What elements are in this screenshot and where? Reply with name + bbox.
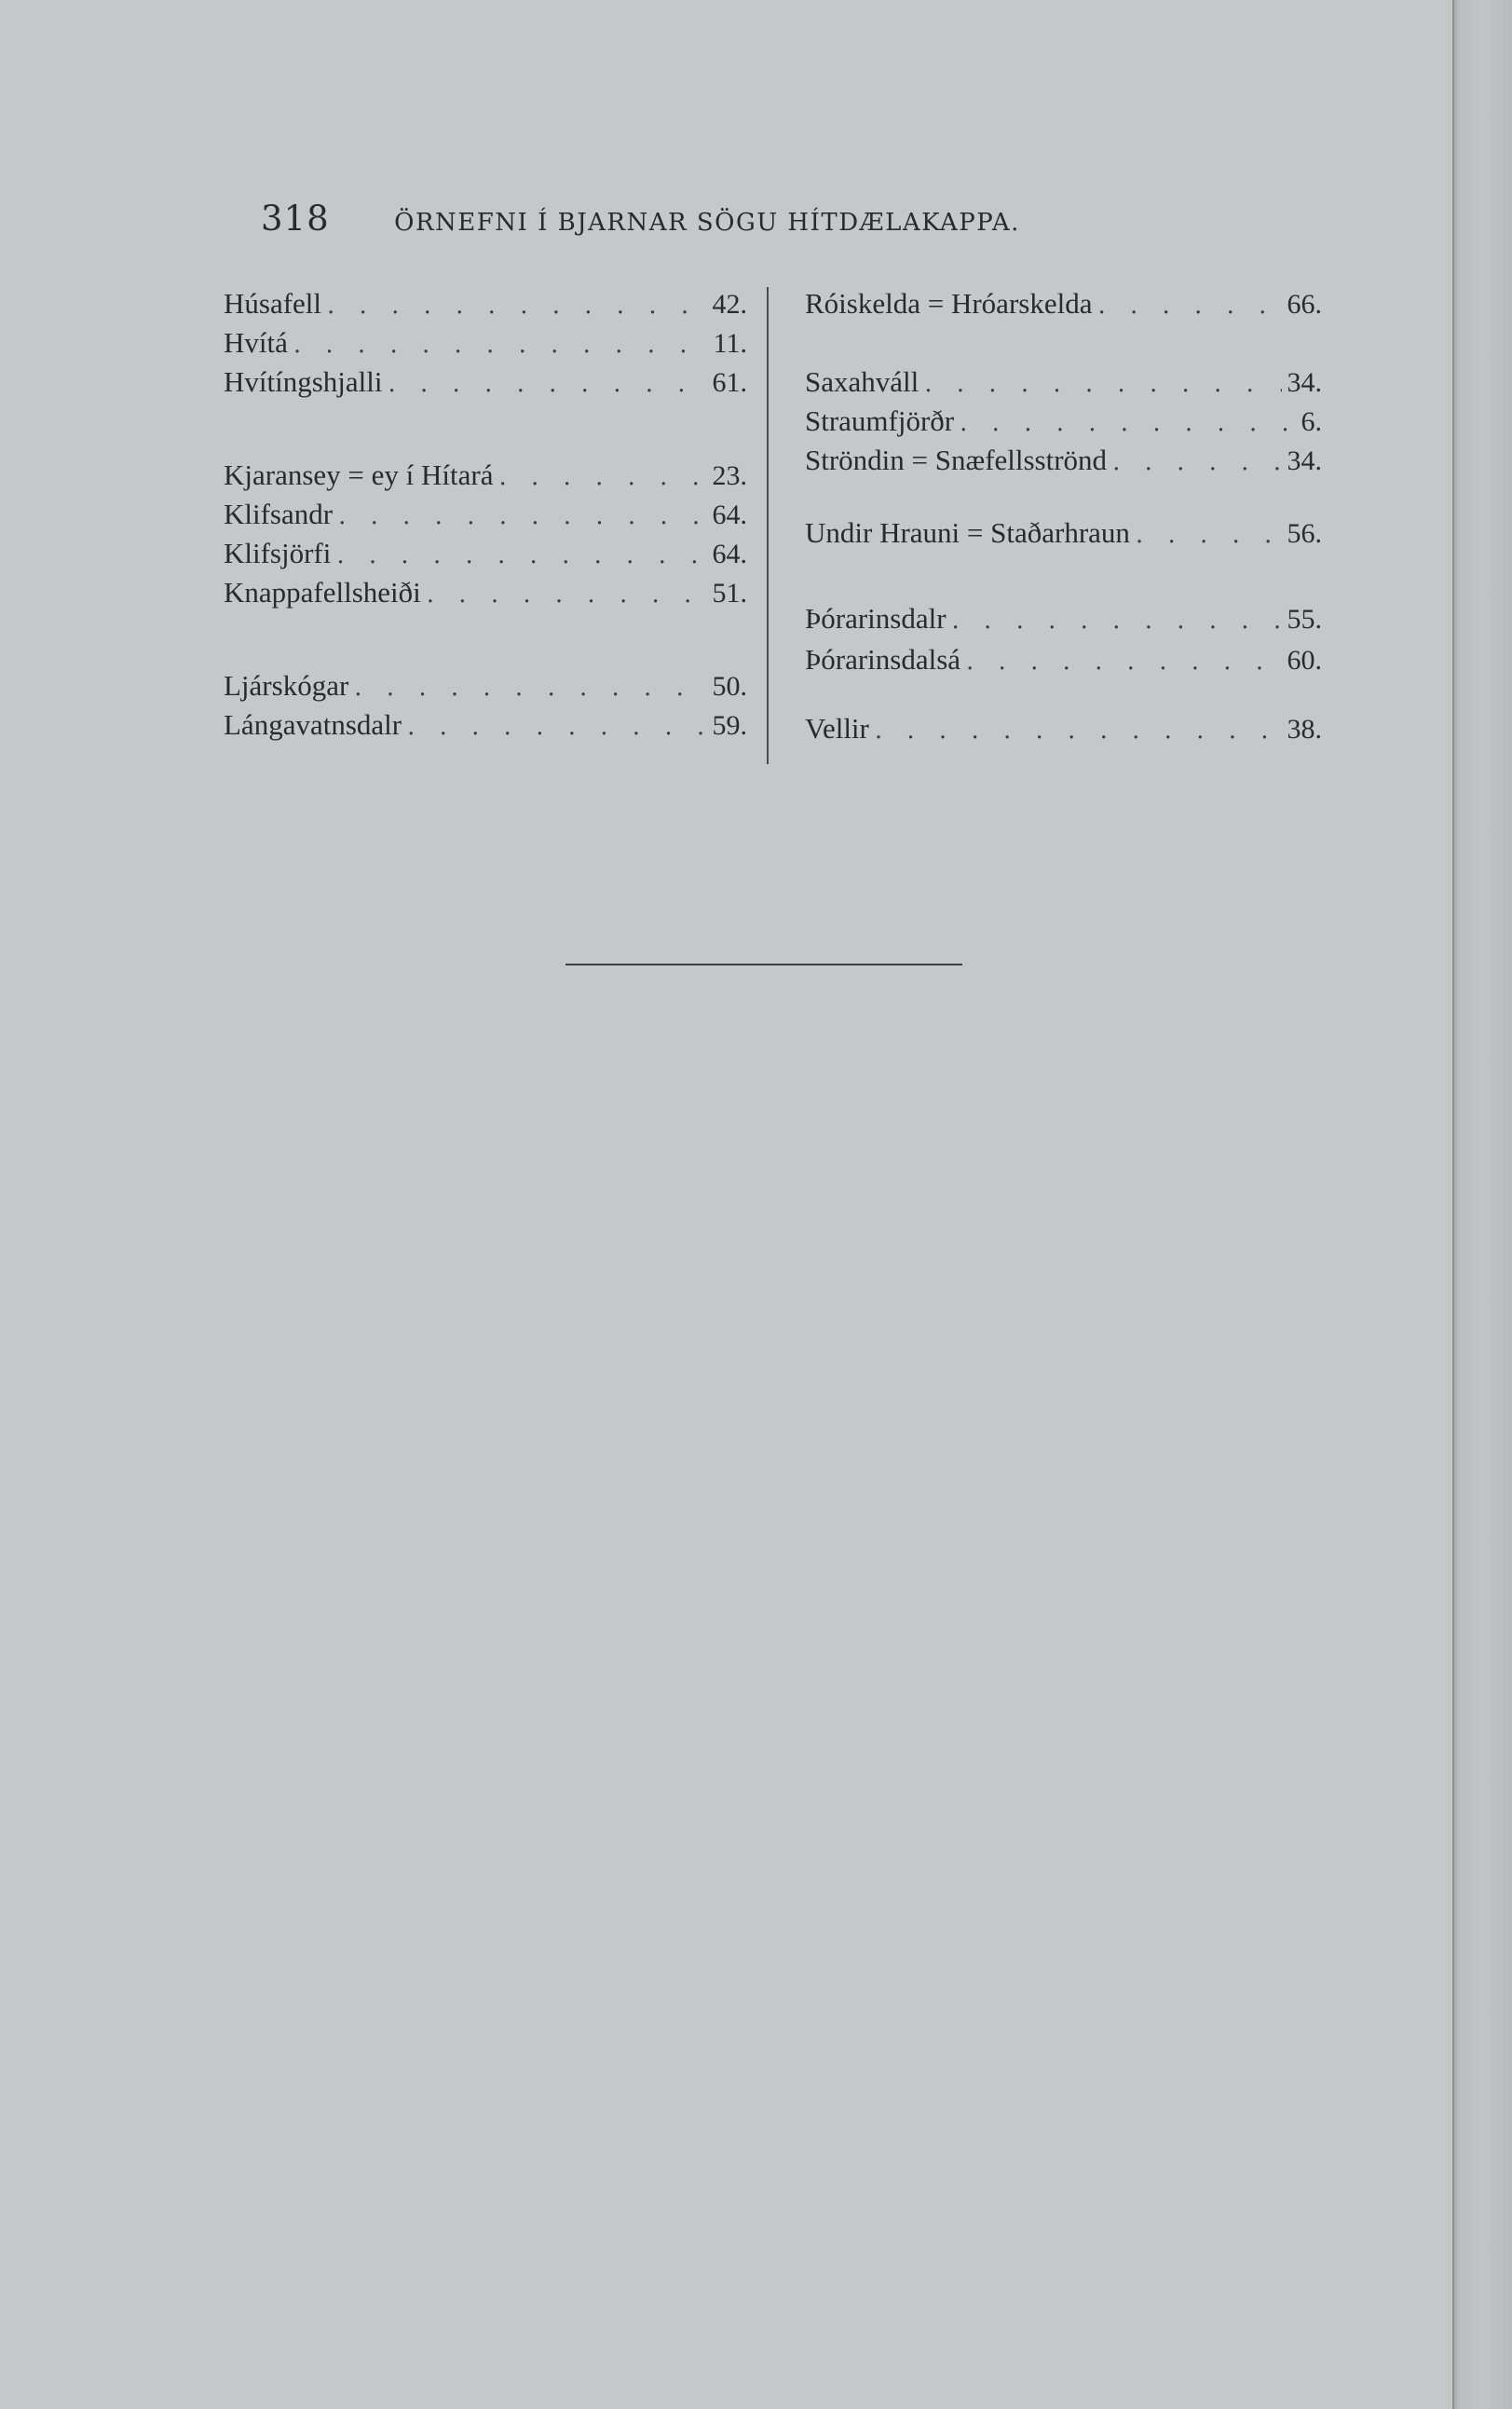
leader-dots [924,365,1281,403]
leader-dots [336,537,706,574]
index-entry [805,442,1322,479]
index-entry [805,514,1322,552]
entry-name: Þórarinsdalr [805,602,947,635]
leader-dots [407,708,706,746]
leader-dots [338,498,706,535]
running-title: ÖRNEFNI Í BJARNAR SÖGU HÍTDÆLAKAPPA. [394,209,1020,237]
entry-page: 11. [713,328,747,359]
index-entry [805,403,1322,440]
entry-page: 66. [1287,289,1322,320]
leader-dots [875,712,1282,749]
entry-page: 59. [712,710,747,741]
entry-page: 61. [712,367,747,398]
leader-dots [388,365,707,403]
entry-page: 64. [712,539,747,569]
page-edge [1452,0,1512,2409]
entry-name: Knappafellsheiði [224,576,421,609]
entry-name: Kjaransey = ey í Hítará [224,459,494,491]
page-number: 318 [261,198,330,239]
index-entry [224,496,747,533]
entry-page: 23. [712,460,747,491]
leader-dots [1136,516,1282,554]
index-entry [805,285,1322,322]
entry-page: 38. [1287,714,1322,745]
leader-dots [1112,444,1281,481]
entry-name: Húsafell [224,287,322,320]
leader-dots [427,576,707,613]
entry-page: 51. [712,578,747,609]
entry-page: 42. [712,289,747,320]
leader-dots [354,669,706,706]
entry-name: Straumfjörðr [805,404,955,437]
index-entry [805,710,1322,747]
entry-name: Róiskelda = Hróarskelda [805,287,1093,320]
index-entry [805,363,1322,401]
index-entry [224,285,747,322]
entry-name: Hvítá [224,326,288,359]
leader-dots [960,404,1295,442]
entry-page: 64. [712,500,747,530]
entry-name: Saxahváll [805,365,919,398]
entry-name: Lángavatnsdalr [224,708,402,741]
page-header [261,198,1020,239]
entry-name: Ströndin = Snæfellsströnd [805,444,1108,476]
column-divider [767,287,769,764]
index-entry [224,457,747,494]
entry-name: Klifsjörfi [224,537,332,569]
entry-page: 6. [1301,406,1322,437]
leader-dots [327,287,706,324]
entry-name: Þórarinsdalsá [805,643,961,676]
index-entry [224,324,747,362]
leader-dots [293,326,708,363]
index-entry [224,574,747,611]
leader-dots [498,459,706,496]
entry-name: Undir Hrauni = Staðarhraun [805,516,1130,549]
index-entry [805,641,1322,678]
leader-dots [966,643,1281,680]
entry-page: 60. [1287,645,1322,676]
index-entry [224,363,747,401]
leader-dots [952,602,1282,639]
entry-name: Ljárskógar [224,669,349,702]
entry-name: Vellir [805,712,869,745]
entry-page: 34. [1287,445,1322,476]
leader-dots [1097,287,1281,324]
index-entry [224,706,747,744]
entry-page: 34. [1287,367,1322,398]
index-entry [224,535,747,572]
end-rule [565,964,962,965]
entry-page: 56. [1287,518,1322,549]
entry-name: Hvítíngshjalli [224,365,383,398]
entry-page: 50. [712,671,747,702]
entry-name: Klifsandr [224,498,334,530]
index-entry [224,667,747,705]
entry-page: 55. [1287,604,1322,635]
index-entry [805,600,1322,637]
